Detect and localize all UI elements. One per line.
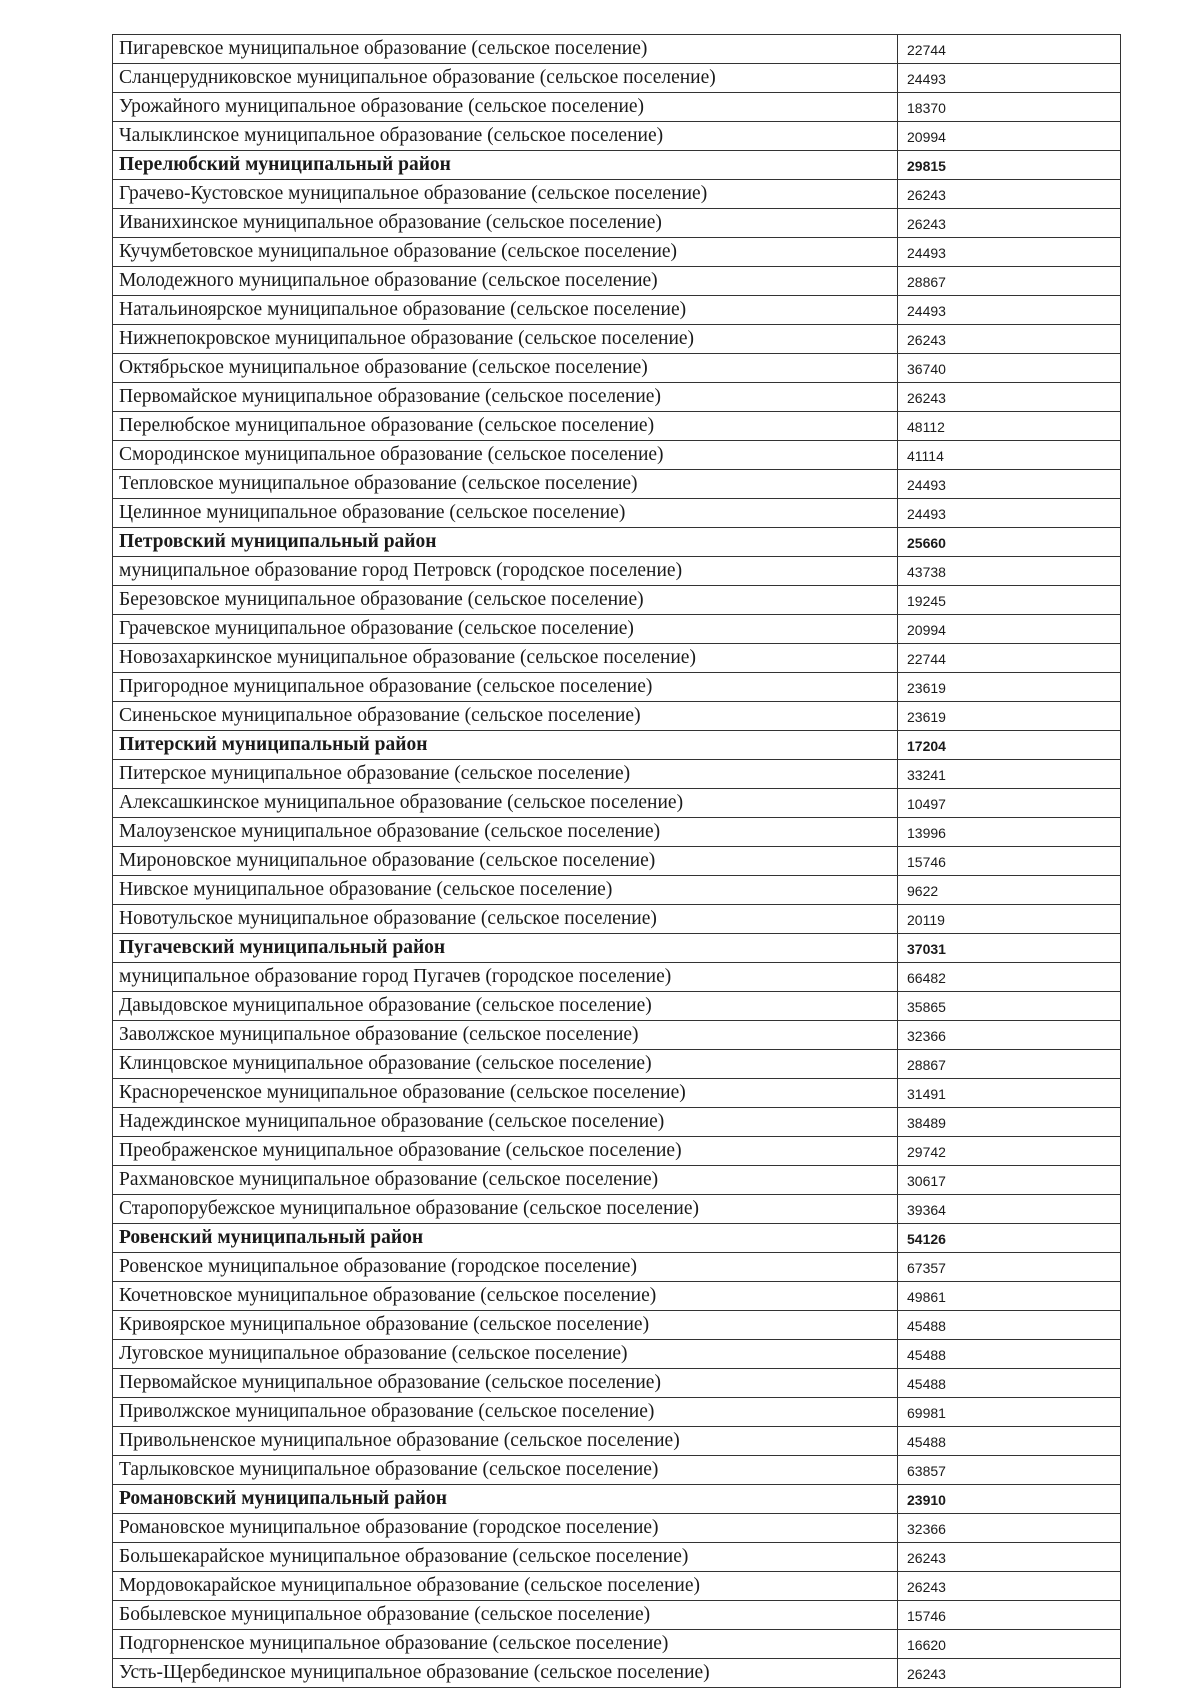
value-cell: 9622 — [898, 876, 1121, 905]
table-row — [113, 1050, 1121, 1079]
district-name-cell: Перелюбский муниципальный район — [113, 151, 898, 180]
municipality-name-cell: Перелюбское муниципальное образование (сельское поселение) — [113, 412, 898, 441]
district-name-cell: Питерский муниципальный район — [113, 731, 898, 760]
table-row — [113, 35, 1121, 64]
table-row — [113, 1398, 1121, 1427]
value-cell: 23619 — [898, 673, 1121, 702]
municipality-name-cell: Пригородное муниципальное образование (сельское поселение) — [113, 673, 898, 702]
value-cell: 22744 — [898, 35, 1121, 64]
table-row — [113, 325, 1121, 354]
value-cell: 35865 — [898, 992, 1121, 1021]
table-row — [113, 1543, 1121, 1572]
value-cell: 26243 — [898, 1543, 1121, 1572]
district-name-cell: Ровенский муниципальный район — [113, 1224, 898, 1253]
table-row — [113, 673, 1121, 702]
value-cell: 24493 — [898, 64, 1121, 93]
table-row — [113, 470, 1121, 499]
value-cell: 63857 — [898, 1456, 1121, 1485]
value-cell: 33241 — [898, 760, 1121, 789]
municipality-name-cell: Сланцерудниковское муниципальное образование (сельское поселение) — [113, 64, 898, 93]
municipality-name-cell: Урожайного муниципальное образование (сельское поселение) — [113, 93, 898, 122]
table-row — [113, 557, 1121, 586]
municipality-name-cell: Целинное муниципальное образование (сельское поселение) — [113, 499, 898, 528]
table-row — [113, 818, 1121, 847]
table-row — [113, 296, 1121, 325]
municipality-name-cell: Нижнепокровское муниципальное образование (сельское поселение) — [113, 325, 898, 354]
value-cell: 28867 — [898, 1050, 1121, 1079]
table-row — [113, 354, 1121, 383]
table-row — [113, 1166, 1121, 1195]
table-row — [113, 1311, 1121, 1340]
table-row — [113, 499, 1121, 528]
value-cell: 24493 — [898, 470, 1121, 499]
value-cell: 45488 — [898, 1340, 1121, 1369]
table-row — [113, 93, 1121, 122]
municipality-name-cell: Первомайское муниципальное образование (сельское поселение) — [113, 1369, 898, 1398]
municipality-name-cell: Привольненское муниципальное образование (сельское поселение) — [113, 1427, 898, 1456]
municipality-name-cell: Нивское муниципальное образование (сельское поселение) — [113, 876, 898, 905]
municipality-name-cell: Мироновское муниципальное образование (сельское поселение) — [113, 847, 898, 876]
municipality-name-cell: Смородинское муниципальное образование (сельское поселение) — [113, 441, 898, 470]
value-cell: 24493 — [898, 238, 1121, 267]
municipality-name-cell: Натальиноярское муниципальное образование (сельское поселение) — [113, 296, 898, 325]
table-row — [113, 1137, 1121, 1166]
district-row — [113, 528, 1121, 557]
table-row — [113, 876, 1121, 905]
table-row — [113, 1572, 1121, 1601]
value-cell: 26243 — [898, 1572, 1121, 1601]
value-cell: 29742 — [898, 1137, 1121, 1166]
municipality-name-cell: Рахмановское муниципальное образование (сельское поселение) — [113, 1166, 898, 1195]
municipality-name-cell: Грачевское муниципальное образование (сельское поселение) — [113, 615, 898, 644]
municipality-name-cell: Клинцовское муниципальное образование (сельское поселение) — [113, 1050, 898, 1079]
municipality-name-cell: Березовское муниципальное образование (сельское поселение) — [113, 586, 898, 615]
value-cell: 25660 — [898, 528, 1121, 557]
value-cell: 18370 — [898, 93, 1121, 122]
municipality-name-cell: Большекарайское муниципальное образование (сельское поселение) — [113, 1543, 898, 1572]
value-cell: 15746 — [898, 1601, 1121, 1630]
municipality-name-cell: Новотульское муниципальное образование (сельское поселение) — [113, 905, 898, 934]
table-row — [113, 64, 1121, 93]
municipality-name-cell: Тарлыковское муниципальное образование (сельское поселение) — [113, 1456, 898, 1485]
table-row — [113, 1514, 1121, 1543]
municipality-name-cell: Краснореченское муниципальное образование (сельское поселение) — [113, 1079, 898, 1108]
municipality-name-cell: муниципальное образование город Петровск (городское поселение) — [113, 557, 898, 586]
value-cell: 24493 — [898, 499, 1121, 528]
table-row — [113, 1369, 1121, 1398]
value-cell: 39364 — [898, 1195, 1121, 1224]
municipality-name-cell: Надеждинское муниципальное образование (сельское поселение) — [113, 1108, 898, 1137]
municipality-name-cell: Приволжское муниципальное образование (сельское поселение) — [113, 1398, 898, 1427]
district-name-cell: Пугачевский муниципальный район — [113, 934, 898, 963]
municipality-name-cell: Тепловское муниципальное образование (сельское поселение) — [113, 470, 898, 499]
value-cell: 13996 — [898, 818, 1121, 847]
table-row — [113, 1282, 1121, 1311]
district-row — [113, 731, 1121, 760]
value-cell: 19245 — [898, 586, 1121, 615]
value-cell: 29815 — [898, 151, 1121, 180]
value-cell: 17204 — [898, 731, 1121, 760]
municipality-name-cell: Преображенское муниципальное образование (сельское поселение) — [113, 1137, 898, 1166]
value-cell: 31491 — [898, 1079, 1121, 1108]
value-cell: 22744 — [898, 644, 1121, 673]
table-row — [113, 1456, 1121, 1485]
municipality-name-cell: Алексашкинское муниципальное образование (сельское поселение) — [113, 789, 898, 818]
municipality-name-cell: Романовское муниципальное образование (городское поселение) — [113, 1514, 898, 1543]
table-row — [113, 122, 1121, 151]
municipality-name-cell: Старопорубежское муниципальное образование (сельское поселение) — [113, 1195, 898, 1224]
table-row — [113, 615, 1121, 644]
municipality-name-cell: Кривоярское муниципальное образование (сельское поселение) — [113, 1311, 898, 1340]
district-name-cell: Петровский муниципальный район — [113, 528, 898, 557]
district-row — [113, 934, 1121, 963]
table-row — [113, 412, 1121, 441]
value-cell: 37031 — [898, 934, 1121, 963]
table-row — [113, 209, 1121, 238]
value-cell: 16620 — [898, 1630, 1121, 1659]
table-row — [113, 1021, 1121, 1050]
table-row — [113, 1659, 1121, 1688]
table-row — [113, 238, 1121, 267]
municipality-name-cell: Питерское муниципальное образование (сельское поселение) — [113, 760, 898, 789]
municipality-name-cell: Заволжское муниципальное образование (сельское поселение) — [113, 1021, 898, 1050]
table-row — [113, 1108, 1121, 1137]
value-cell: 36740 — [898, 354, 1121, 383]
value-cell: 66482 — [898, 963, 1121, 992]
value-cell: 26243 — [898, 383, 1121, 412]
municipality-table — [112, 34, 1121, 1688]
value-cell: 26243 — [898, 180, 1121, 209]
table-row — [113, 1079, 1121, 1108]
municipality-name-cell: Мордовокарайское муниципальное образование (сельское поселение) — [113, 1572, 898, 1601]
table-row — [113, 586, 1121, 615]
table-row — [113, 1630, 1121, 1659]
table-row — [113, 644, 1121, 673]
value-cell: 43738 — [898, 557, 1121, 586]
table-row — [113, 1601, 1121, 1630]
value-cell: 54126 — [898, 1224, 1121, 1253]
value-cell: 38489 — [898, 1108, 1121, 1137]
value-cell: 26243 — [898, 1659, 1121, 1688]
municipality-name-cell: Ровенское муниципальное образование (городское поселение) — [113, 1253, 898, 1282]
table-row — [113, 847, 1121, 876]
table-row — [113, 383, 1121, 412]
district-name-cell: Романовский муниципальный район — [113, 1485, 898, 1514]
value-cell: 32366 — [898, 1514, 1121, 1543]
value-cell: 45488 — [898, 1369, 1121, 1398]
district-row — [113, 151, 1121, 180]
value-cell: 41114 — [898, 441, 1121, 470]
table-row — [113, 905, 1121, 934]
table-row — [113, 760, 1121, 789]
table-row — [113, 1340, 1121, 1369]
table-row — [113, 702, 1121, 731]
value-cell: 26243 — [898, 325, 1121, 354]
municipality-name-cell: Синеньское муниципальное образование (сельское поселение) — [113, 702, 898, 731]
value-cell: 30617 — [898, 1166, 1121, 1195]
value-cell: 45488 — [898, 1427, 1121, 1456]
value-cell: 45488 — [898, 1311, 1121, 1340]
municipality-name-cell: Иванихинское муниципальное образование (сельское поселение) — [113, 209, 898, 238]
table-row — [113, 1195, 1121, 1224]
municipality-name-cell: Усть-Щербединское муниципальное образование (сельское поселение) — [113, 1659, 898, 1688]
municipality-name-cell: Подгорненское муниципальное образование (сельское поселение) — [113, 1630, 898, 1659]
municipality-name-cell: Кучумбетовское муниципальное образование (сельское поселение) — [113, 238, 898, 267]
municipality-name-cell: Давыдовское муниципальное образование (сельское поселение) — [113, 992, 898, 1021]
municipality-name-cell: Октябрьское муниципальное образование (сельское поселение) — [113, 354, 898, 383]
table-body — [113, 35, 1121, 1688]
value-cell: 32366 — [898, 1021, 1121, 1050]
district-row — [113, 1485, 1121, 1514]
municipality-name-cell: Бобылевское муниципальное образование (сельское поселение) — [113, 1601, 898, 1630]
value-cell: 69981 — [898, 1398, 1121, 1427]
district-row — [113, 1224, 1121, 1253]
value-cell: 23910 — [898, 1485, 1121, 1514]
table-row — [113, 1427, 1121, 1456]
table-row — [113, 267, 1121, 296]
value-cell: 49861 — [898, 1282, 1121, 1311]
table-row — [113, 1253, 1121, 1282]
table-row — [113, 992, 1121, 1021]
municipality-name-cell: Чалыклинское муниципальное образование (сельское поселение) — [113, 122, 898, 151]
municipality-name-cell: Новозахаркинское муниципальное образование (сельское поселение) — [113, 644, 898, 673]
municipality-name-cell: Кочетновское муниципальное образование (сельское поселение) — [113, 1282, 898, 1311]
value-cell: 20994 — [898, 615, 1121, 644]
value-cell: 20994 — [898, 122, 1121, 151]
table-row — [113, 180, 1121, 209]
value-cell: 20119 — [898, 905, 1121, 934]
municipality-name-cell: Грачево-Кустовское муниципальное образование (сельское поселение) — [113, 180, 898, 209]
value-cell: 23619 — [898, 702, 1121, 731]
value-cell: 15746 — [898, 847, 1121, 876]
document-page — [112, 34, 1120, 1688]
table-row — [113, 789, 1121, 818]
table-row — [113, 441, 1121, 470]
value-cell: 26243 — [898, 209, 1121, 238]
value-cell: 67357 — [898, 1253, 1121, 1282]
municipality-name-cell: Пигаревское муниципальное образование (сельское поселение) — [113, 35, 898, 64]
table-row — [113, 963, 1121, 992]
value-cell: 28867 — [898, 267, 1121, 296]
municipality-name-cell: Первомайское муниципальное образование (сельское поселение) — [113, 383, 898, 412]
municipality-name-cell: Луговское муниципальное образование (сельское поселение) — [113, 1340, 898, 1369]
value-cell: 48112 — [898, 412, 1121, 441]
value-cell: 10497 — [898, 789, 1121, 818]
municipality-name-cell: Малоузенское муниципальное образование (сельское поселение) — [113, 818, 898, 847]
municipality-name-cell: муниципальное образование город Пугачев (городское поселение) — [113, 963, 898, 992]
municipality-name-cell: Молодежного муниципальное образование (сельское поселение) — [113, 267, 898, 296]
value-cell: 24493 — [898, 296, 1121, 325]
